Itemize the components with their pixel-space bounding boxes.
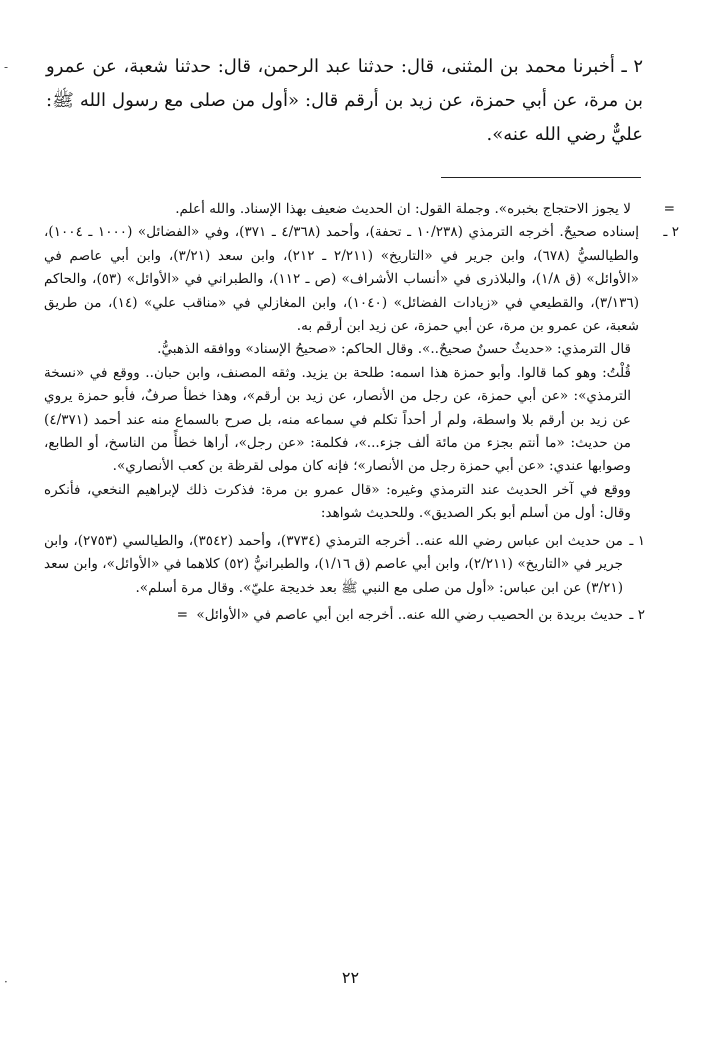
witness-1-text: من حديث ابن عباس رضي الله عنه.. أخرجه الترمذي (٣٧٣٤)، وأحمد (٣٥٤٢)، والطيالسي (٢٧٥٣)، وابن جرير في «التاريخ» (٢/٢١١)، وابن أبي عاصم (ق ١/١٦)، والطبرانيُّ (٥٢) كلاهما في «الأوائل»، وابن سعد (٣/٢١) عن ابن عباس: «أول من صلى مع النبي ﷺ بعد خديجة عليّ». وقال مرة أسلم».: [44, 532, 624, 596]
continuation-marker: =: [663, 201, 675, 217]
witness-2-number: ٢ ـ: [629, 606, 645, 623]
footnote-separator: [441, 177, 641, 178]
footnote-2-number: ٢ ـ: [663, 224, 679, 241]
witness-2: [44, 604, 645, 627]
qult-label: قُلْتُ:: [602, 364, 631, 381]
witness-1-number: ١ ـ: [629, 532, 645, 549]
waqaa-paragraph: ووقع في آخر الحديث عند الترمذي وغيره: «قال عمرو بن مرة: فذكرت ذلك لإبراهيم النخعي، فأنكره وقال: أول من أسلم أبو بكر الصديق». وللحديث شواهد:: [44, 481, 631, 522]
footnotes-block: [44, 198, 679, 627]
qult-paragraph: [44, 362, 645, 479]
hadith-body: أخبرنا محمد بن المثنى، قال: حدثنا عبد الرحمن، قال: حدثنا شعبة، عن عمرو بن مرة، عن أبي حمزة، عن زيد بن أرقم قال: «أول من صلى مع رسول الله ﷺ: عليٌّ رضي الله عنه».: [46, 56, 643, 145]
qult-text: وهو كما قالوا. وأبو حمزة هذا اسمه: طلحة بن يزيد. وثقه المصنف، وابن حبان.. ووقع في «نسخة الترمذي»: «عن أبي حمزة، عن رجل من الأنصار، عن زيد بن أرقم»، وهذا خطأ صرفٌ، فأبو حمزة يروي عن زيد بن أرقم بلا واسطة، ولم أر أحداً تكلم في سماعه منه، بل صرح بالسماع منه عند أحمد (٤/٣٧١) من حديث: «ما أنتم بجزء من مائة ألف جزء...»، فكلمة: «عن رجل»، أراها خطأً من الناسخ، أو الطابع، وصوابها عندي: «عن أبي حمزة رجل من الأنصار»؛ فإنه كان مولى لقرظة بن كعب الأنصاري».: [44, 364, 631, 475]
hadith-text-block: [46, 50, 643, 152]
hadith-number: ٢ ـ: [621, 56, 643, 77]
page-number: ٢٢: [341, 968, 360, 987]
tirmidhi-paragraph: قال الترمذي: «حديثٌ حسنٌ صحيحٌ..». وقال الحاكم: «صحيحُ الإسناد» ووافقه الذهبيُّ.: [157, 341, 631, 358]
footnote-2-text: إسناده صحيحٌ. أخرجه الترمذي (١٠/٢٣٨ ـ تحفة)، وأحمد (٤/٣٦٨ ـ ٣٧١)، وفي «الفضائل» (١٠٠٠ ـ ١٠٠٤)، والطيالسيُّ (٦٧٨)، وابن جرير في «التاريخ» (٢/٢١١ ـ ٢١٢)، وابن سعد (٣/٢١)، وابن أبي عاصم في «الأوائل» (ق ١/٨)، والبلاذرى في «أنساب الأشراف» (ص ـ ١١٢)، والطبراني في «الأوائل» (٥٣)، والحاكم (٣/١٣٦)، والقطيعي في «زيادات الفضائل» (١٠٤٠)، وابن المغازلي في «مناقب علي» (١٤)، من طريق شعبة، عن عمرو بن مرة، عن أبي حمزة، عن زيد ابن أرقم به.: [44, 224, 640, 335]
witness-2-text: حديث بريدة بن الحصيب رضي الله عنه.. أخرجه ابن أبي عاصم في «الأوائل»: [196, 606, 623, 623]
margin-tick-top: -: [4, 60, 9, 74]
footnote-continuation: [44, 198, 675, 221]
continuation-text: لا يجوز الاحتجاج بخبره». وجملة القول: ان الحديث ضعيف بهذا الإسناد. والله أعلم.: [175, 201, 631, 217]
witness-1: [44, 530, 645, 600]
continues-marker: =: [176, 606, 189, 623]
margin-tick-bottom: ·: [4, 975, 8, 989]
footnote-2: [44, 221, 679, 338]
